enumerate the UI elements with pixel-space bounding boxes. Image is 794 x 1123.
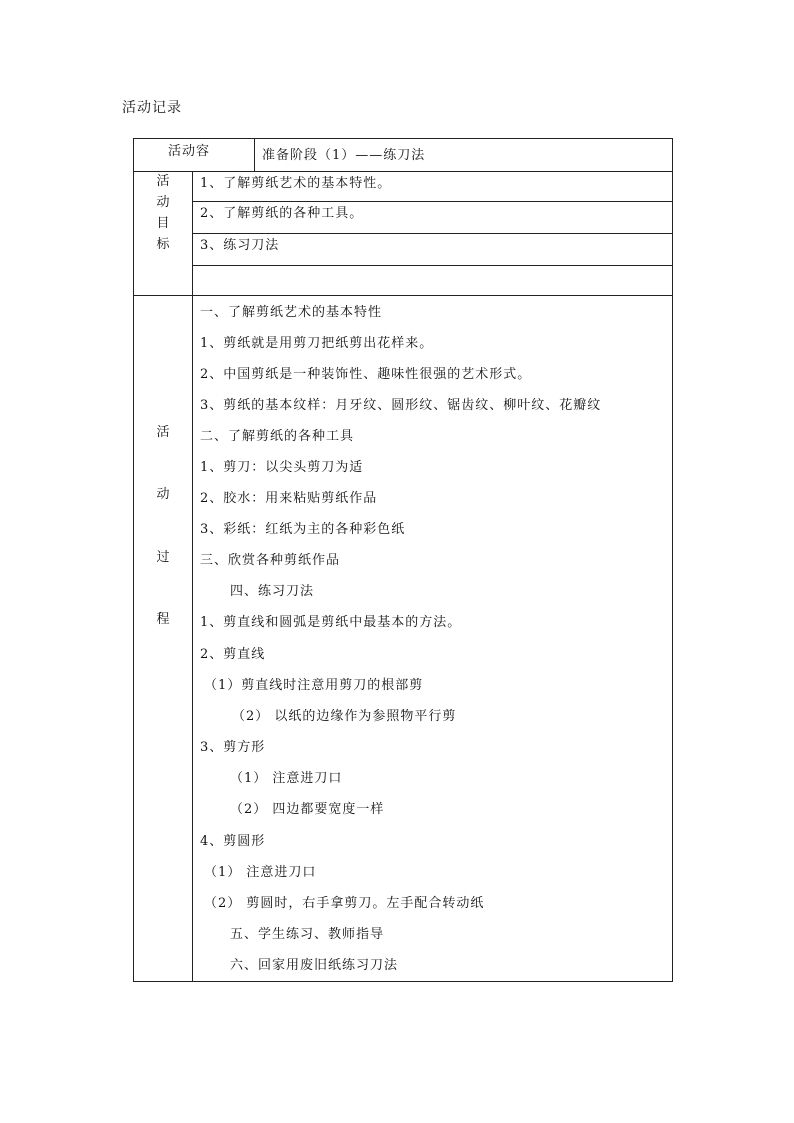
process-label-char: 程 (156, 612, 170, 627)
process-line: 三、欣赏各种剪纸作品 (200, 553, 341, 568)
activity-record-table (133, 138, 673, 982)
process-label-char: 过 (156, 550, 170, 565)
process-line: 五、学生练习、教师指导 (230, 927, 385, 942)
process-line: （1） 注意进刀口 (204, 865, 317, 880)
goals-bottom-rule (134, 295, 672, 296)
process-line: 四、练习刀法 (230, 584, 315, 599)
process-line: 六、回家用废旧纸练习刀法 (230, 958, 399, 973)
header-value: 准备阶段（1）——练刀法 (262, 148, 426, 163)
goal-row-rule-2 (192, 233, 672, 234)
process-label-char: 活 (156, 425, 170, 440)
process-line: 2、中国剪纸是一种装饰性、趣味性很强的艺术形式。 (200, 367, 532, 382)
process-line: 4、剪圆形 (200, 834, 266, 849)
goals-label-char: 目 (156, 216, 170, 231)
goal-item: 2、了解剪纸的各种工具。 (200, 206, 364, 221)
process-line: 一、了解剪纸艺术的基本特性 (200, 305, 383, 320)
process-line: 二、了解剪纸的各种工具 (200, 429, 355, 444)
header-label: 活动容 (168, 144, 211, 159)
goal-item: 1、了解剪纸艺术的基本特性。 (200, 176, 392, 191)
process-line: （2） 四边都要宽度一样 (230, 802, 385, 817)
goals-label-char: 动 (156, 195, 170, 210)
document-heading: 活动记录 (122, 100, 182, 116)
header-divider (254, 139, 255, 171)
goal-row-rule-3 (192, 265, 672, 266)
goals-label-char: 标 (156, 237, 170, 252)
process-line: 2、胶水：用来粘贴剪纸作品 (200, 491, 378, 506)
process-line: 3、剪方形 (200, 740, 266, 755)
goals-label-char: 活 (156, 174, 170, 189)
process-line: 3、剪纸的基本纹样：月牙纹、圆形纹、锯齿纹、柳叶纹、花瓣纹 (200, 398, 602, 413)
label-column-divider (192, 171, 193, 981)
process-line: （1）剪直线时注意用剪刀的根部剪 (204, 678, 424, 693)
process-line: 1、剪纸就是用剪刀把纸剪出花样来。 (200, 336, 434, 351)
process-label-char: 动 (156, 487, 170, 502)
process-line: （2） 以纸的边缘作为参照物平行剪 (232, 709, 457, 724)
header-bottom-rule (134, 171, 672, 172)
process-line: （2） 剪圆时，右手拿剪刀。左手配合转动纸 (204, 896, 485, 911)
goal-row-rule-1 (192, 201, 672, 202)
process-line: 1、剪直线和圆弧是剪纸中最基本的方法。 (200, 615, 462, 630)
process-line: 1、剪刀：以尖头剪刀为适 (200, 460, 364, 475)
goal-item: 3、练习刀法 (200, 238, 280, 253)
process-line: 2、剪直线 (200, 647, 266, 662)
process-line: （1） 注意进刀口 (230, 771, 343, 786)
process-line: 3、彩纸：红纸为主的各种彩色纸 (200, 522, 406, 537)
